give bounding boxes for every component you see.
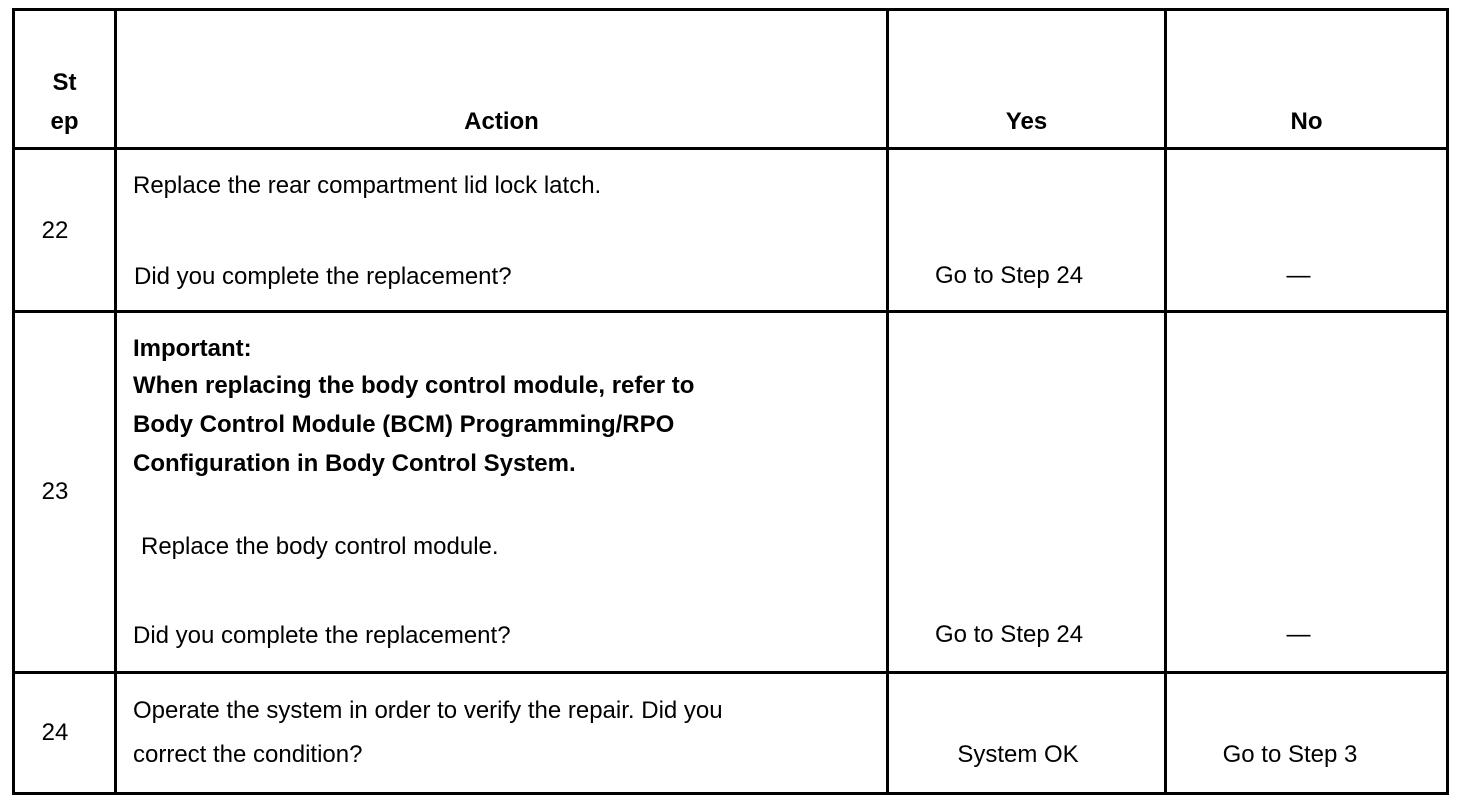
important-label: Important: — [133, 335, 252, 362]
action-text: Replace the body control module. — [141, 533, 499, 560]
yes-result: Go to Step 24 — [934, 621, 1084, 648]
header-no: No — [1290, 108, 1323, 135]
table-border-top — [12, 8, 1449, 11]
action-question: Did you complete the replacement? — [133, 622, 511, 649]
important-note-line: When replacing the body control module, refer to — [133, 372, 695, 399]
no-result: — — [1286, 621, 1311, 648]
action-text-line: correct the condition? — [133, 741, 363, 768]
table-border-bottom — [12, 792, 1449, 795]
action-text: Replace the rear compartment lid lock latch. — [133, 172, 602, 199]
action-text-line: Operate the system in order to verify the repair. Did you — [133, 697, 723, 724]
header-divider — [12, 147, 1449, 150]
no-result: Go to Step 3 — [1222, 741, 1358, 768]
important-note-line: Configuration in Body Control System. — [133, 450, 576, 477]
important-note-line: Body Control Module (BCM) Programming/RPO — [133, 411, 675, 438]
step-number: 24 — [41, 719, 69, 746]
header-yes: Yes — [1005, 108, 1048, 135]
row-divider — [12, 310, 1449, 313]
step-number: 22 — [41, 217, 69, 244]
action-question: Did you complete the replacement? — [134, 263, 512, 290]
header-action: Action — [464, 108, 539, 135]
yes-result: Go to Step 24 — [934, 262, 1084, 289]
row-divider — [12, 671, 1449, 674]
no-result: — — [1286, 262, 1311, 289]
header-step-line2: ep — [50, 108, 79, 135]
yes-result: System OK — [957, 741, 1079, 768]
step-number: 23 — [41, 478, 69, 505]
header-step-line1: St — [52, 69, 77, 96]
table-border-right — [1446, 8, 1449, 795]
